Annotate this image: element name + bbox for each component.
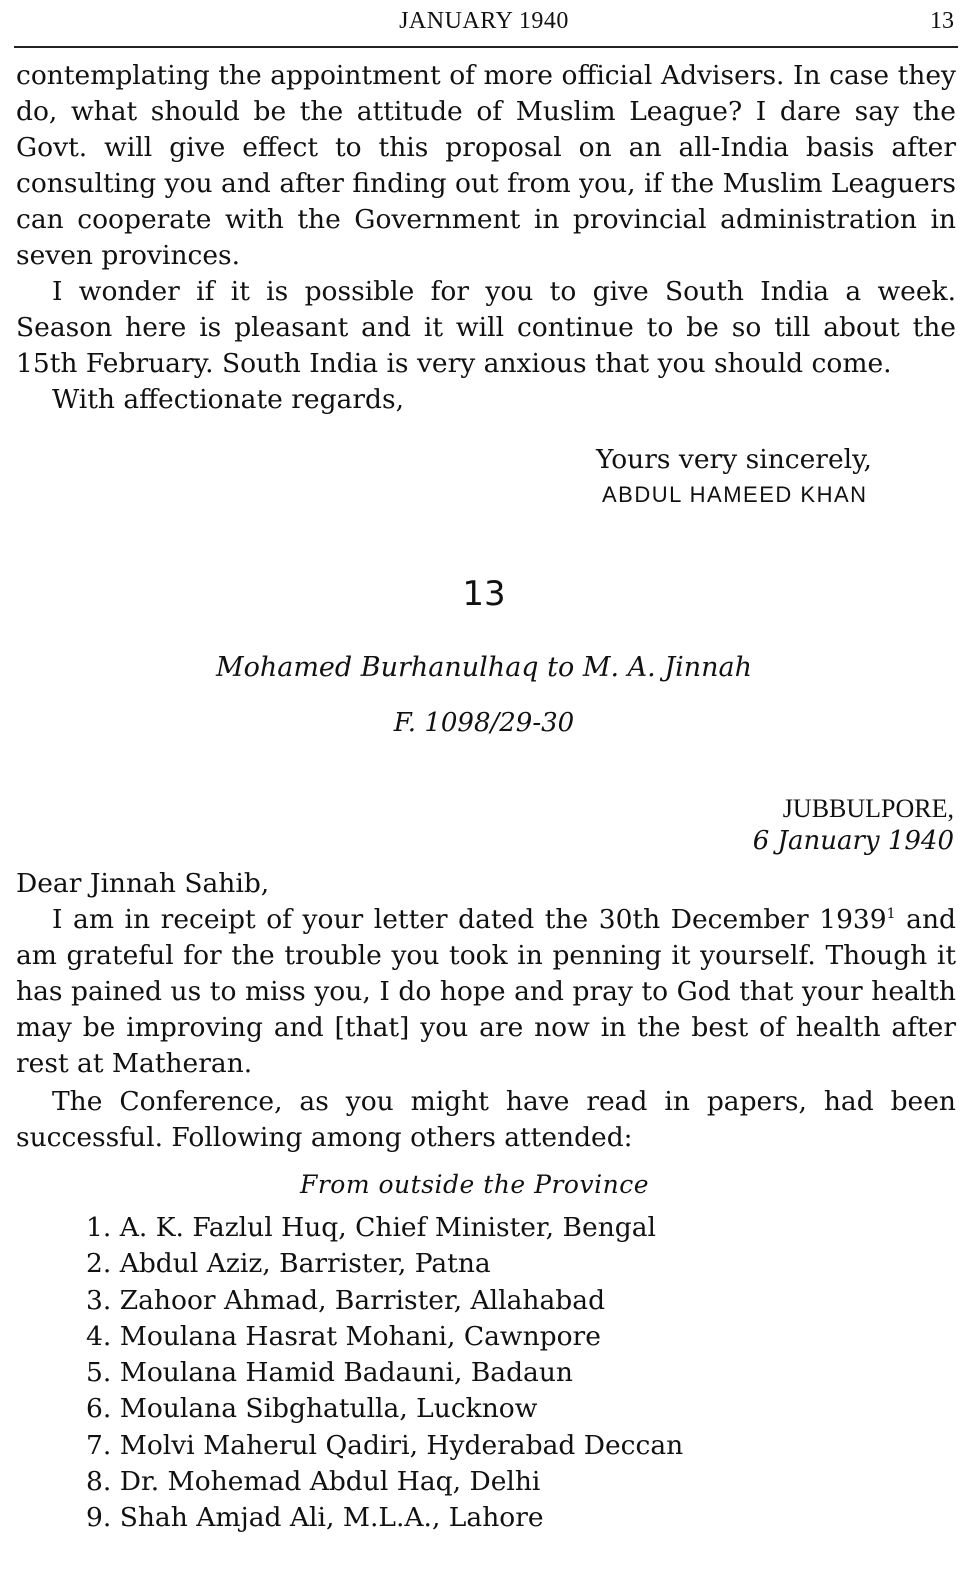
receipt-text-start: I am in receipt of your letter dated the 30th December 1939: [52, 904, 887, 935]
running-title: JANUARY 1940: [399, 8, 569, 34]
receipt-text-end: and am grateful for the trouble you took in penning it yourself. Though it has pained us to miss you, I do hope and pray to God that your health may be improving and [that] you are now in the best of health after rest at Matheran.: [16, 904, 956, 1079]
salutation: Dear Jinnah Sahib,: [16, 868, 270, 899]
list-item: 7. Molvi Maherul Qadiri, Hyderabad Deccan: [86, 1429, 684, 1461]
attendee-list: [86, 1210, 683, 1537]
list-item: 3. Zahoor Ahmad, Barrister, Allahabad: [86, 1284, 606, 1316]
letter-date: 6 January 1940: [752, 826, 954, 856]
list-item: 1. A. K. Fazlul Huq, Chief Minister, Bengal: [86, 1212, 656, 1243]
header-rule: [14, 46, 958, 48]
list-item: 4. Moulana Hasrat Mohani, Cawnpore: [86, 1320, 601, 1352]
date-line: [753, 826, 954, 856]
page-number: 13: [930, 8, 954, 34]
list-item: 8. Dr. Mohemad Abdul Haq, Delhi: [86, 1466, 541, 1498]
list-item: 9. Shah Amjad Ali, M.L.A., Lahore: [86, 1502, 544, 1534]
running-header: [0, 6, 968, 36]
continued-paragraph: contemplating the appointment of more official Advisers. In case they do, what should be the attitude of Muslim League? I dare say the Govt. will give effect to this proposal on an all-India basis after consulting you and after finding out from you, if the Muslim Leaguers can cooperate with the Government in provincial administration in seven provinces.: [16, 60, 956, 271]
south-india-paragraph: I wonder if it is possible for you to give South India a week. Season here is pleasant and it will continue to be so till about the 15th February. South India is very anxious that you should come.: [16, 276, 956, 379]
list-item: 5. Moulana Hamid Badauni, Badaun: [86, 1357, 573, 1389]
list-item: 6. Moulana Sibghatulla, Lucknow: [86, 1393, 538, 1425]
closing-regards: With affectionate regards,: [52, 384, 405, 415]
document-number: 13: [462, 574, 506, 614]
list-item: 2. Abdul Aziz, Barrister, Patna: [86, 1248, 491, 1280]
signature: ABDUL HAMEED KHAN: [602, 482, 868, 507]
list-heading: From outside the Province: [300, 1170, 649, 1199]
place-line: JUBBULPORE,: [782, 794, 954, 823]
valediction: Yours very sincerely,: [596, 444, 872, 475]
receipt-paragraph: [16, 902, 956, 1082]
conference-paragraph: The Conference, as you might have read in papers, had been successful. Following among others attended:: [16, 1086, 956, 1153]
document-heading: Mohamed Burhanulhaq to M. A. Jinnah: [215, 652, 753, 683]
file-reference: F. 1098/29-30: [393, 708, 575, 738]
footnote-mark: 1: [886, 906, 896, 923]
